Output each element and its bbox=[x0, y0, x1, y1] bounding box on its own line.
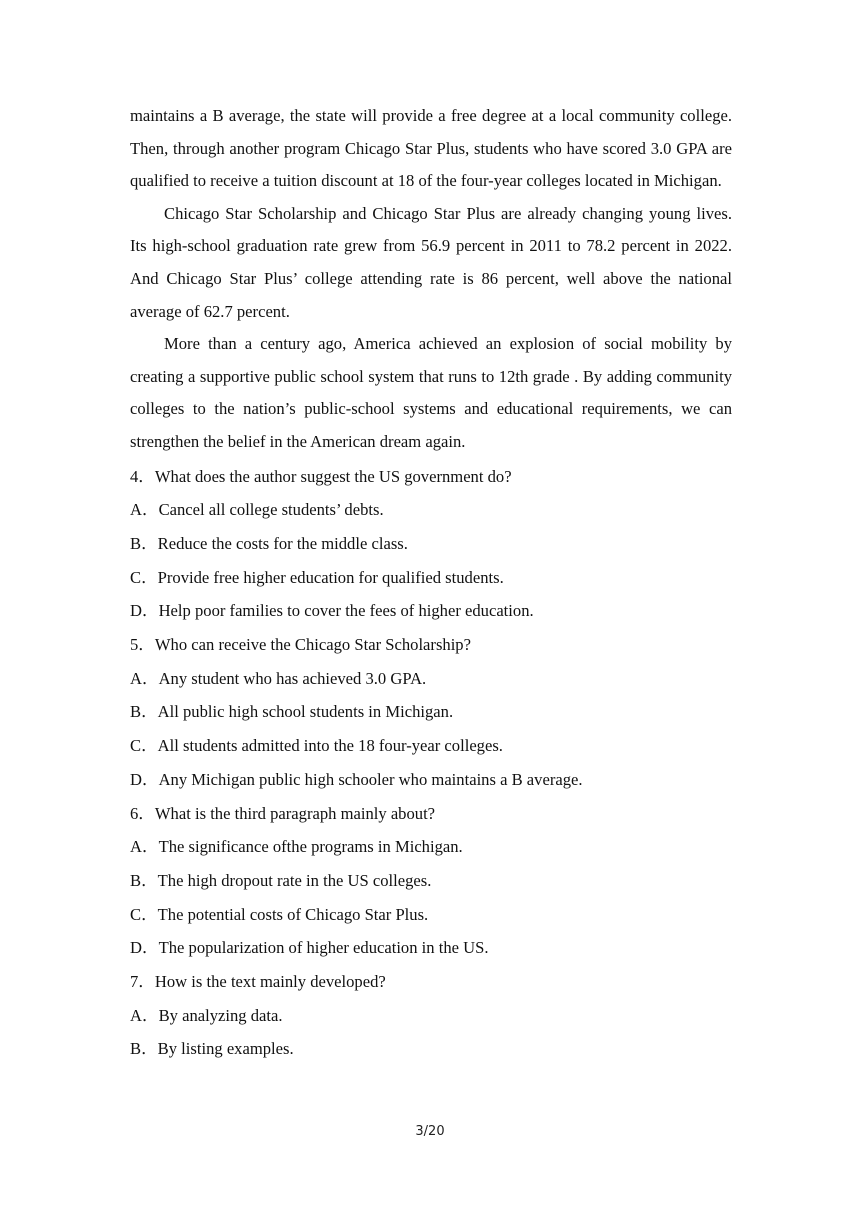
option-a: A．The significance ofthe programs in Michigan. bbox=[130, 837, 463, 857]
question-6 bbox=[130, 797, 732, 966]
question-text: 4．What does the author suggest the US government do? bbox=[130, 466, 512, 486]
question-text: 5．Who can receive the Chicago Star Scholarship? bbox=[130, 635, 471, 655]
page-number: 3/20 bbox=[415, 1124, 445, 1139]
option-a: A．Cancel all college students’ debts. bbox=[130, 500, 384, 520]
question-5 bbox=[130, 628, 732, 797]
question-text: 7．How is the text mainly developed? bbox=[130, 972, 386, 992]
option-c: C．The potential costs of Chicago Star Plus. bbox=[130, 904, 429, 924]
option-b: B．Reduce the costs for the middle class. bbox=[130, 533, 408, 553]
question-text: 6．What is the third paragraph mainly about? bbox=[130, 803, 436, 823]
passage-paragraph-1: maintains a B average, the state will provide a free degree at a local community college. Then, through another program Chicago Star Plus, students who have scored 3.0 GPA are qualified to receive a tuition discount at 18 of the four-year colleges located in Michigan. bbox=[130, 106, 732, 191]
option-a: A．By analyzing data. bbox=[130, 1005, 283, 1025]
option-c: C．Provide free higher education for qualified students. bbox=[130, 567, 504, 587]
option-a: A．Any student who has achieved 3.0 GPA. bbox=[130, 668, 427, 688]
option-c: C．All students admitted into the 18 four-year colleges. bbox=[130, 736, 503, 756]
option-b: B．The high dropout rate in the US colleges. bbox=[130, 870, 432, 890]
option-d: D．The popularization of higher education in the US. bbox=[130, 938, 489, 958]
question-4 bbox=[130, 460, 732, 629]
option-d: D．Help poor families to cover the fees of higher education. bbox=[130, 601, 534, 621]
question-list bbox=[130, 460, 732, 1067]
passage-paragraph-2: Chicago Star Scholarship and Chicago Star Plus are already changing young lives. Its high-school graduation rate grew from 56.9 percent in 2011 to 78.2 percent in 2022. And Chicago Star Plus’ college attending rate is 86 percent, well above the national average of 62.7 percent. bbox=[130, 203, 732, 321]
document-page bbox=[130, 100, 732, 1066]
option-b: B．All public high school students in Michigan. bbox=[130, 702, 454, 722]
option-d: D．Any Michigan public high schooler who maintains a B average. bbox=[130, 769, 583, 789]
passage bbox=[130, 100, 732, 459]
option-b: B．By listing examples. bbox=[130, 1039, 294, 1059]
question-7 bbox=[130, 965, 732, 1066]
passage-paragraph-3: More than a century ago, America achieved an explosion of social mobility by creating a supportive public school system that runs to 12th grade . By adding community colleges to the nation’s public-school systems and educational requirements, we can strengthen the belief in the American dream again. bbox=[130, 334, 732, 451]
